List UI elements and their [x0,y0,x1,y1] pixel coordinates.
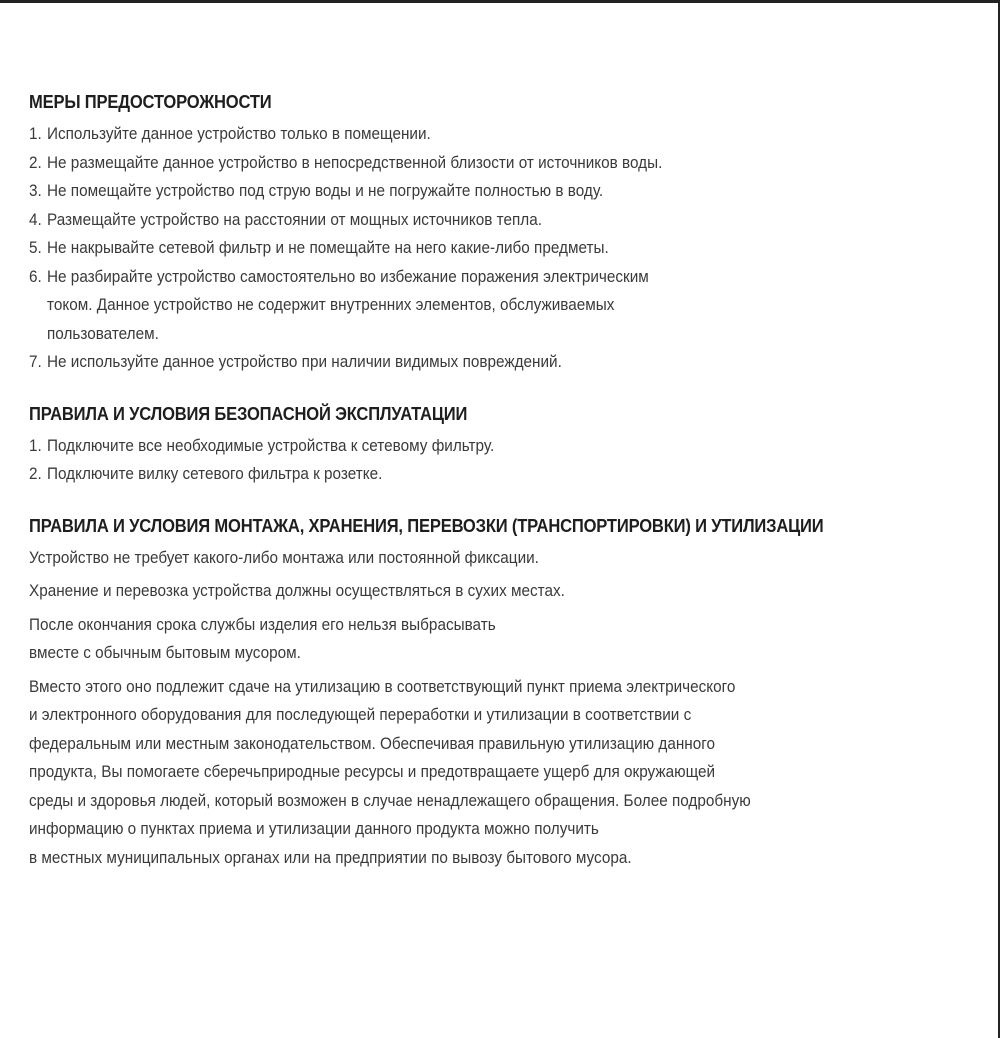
paragraph-line: продукта, Вы помогаете сберечьприродные ресурсы и предотвращаете ущерб для окружающей [29,762,716,781]
list-item [29,263,983,349]
item-text: Не используйте данное устройство при наличии видимых повреждений. [47,352,562,371]
item-text: Подключите вилку сетевого фильтра к розетке. [47,464,383,483]
paragraph-line: вместе с обычным бытовым мусором. [29,643,301,662]
storage-heading: ПРАВИЛА И УСЛОВИЯ МОНТАЖА, ХРАНЕНИЯ, ПЕРЕВОЗКИ (ТРАНСПОРТИРОВКИ) И УТИЛИЗАЦИИ [29,515,824,536]
list-item [29,177,983,206]
item-text: Не накрывайте сетевой фильтр и не помещайте на него какие-либо предметы. [47,238,609,257]
list-item [29,348,983,377]
paragraph-line: и электронного оборудования для последующей переработки и утилизации в соответствии с [29,705,692,724]
paragraph-line: среды и здоровья людей, который возможен в случае ненадлежащего обращения. Более подробную [29,790,751,810]
item-number: 2. [29,464,42,483]
storage-paragraph-mounting: Устройство не требует какого-либо монтажа или постоянной фиксации. [29,547,539,567]
item-number: 1. [29,124,42,143]
item-number: 5. [29,238,42,257]
item-text-line: пользователем. [47,323,159,343]
operation-list [29,432,979,489]
storage-paragraph-storage: Хранение и перевозка устройства должны осуществляться в сухих местах. [29,581,565,600]
precautions-heading: МЕРЫ ПРЕДОСТОРОЖНОСТИ [29,92,272,112]
item-number: 4. [29,209,42,229]
item-text: Размещайте устройство на расстоянии от мощных источников тепла. [47,209,542,229]
list-item [29,120,983,149]
storage-paragraph-disposal [29,611,965,668]
item-text: Не помещайте устройство под струю воды и не погружайте полностью в воду. [47,181,604,200]
document-body [29,88,979,872]
list-item [29,460,983,489]
item-text: Не размещайте данное устройство в непосредственной близости от источников воды. [47,152,663,172]
list-item [29,234,983,263]
list-item [29,149,983,178]
item-number: 7. [29,352,42,371]
paragraph-line: информацию о пунктах приема и утилизации данного продукта можно получить [29,819,599,838]
precautions-list [29,120,979,377]
paragraph-line: в местных муниципальных органах или на предприятии по вывозу бытового мусора. [29,847,632,867]
item-number: 2. [29,152,42,172]
paragraph-line: федеральным или местным законодательством. Обеспечивая правильную утилизацию данного [29,733,716,753]
item-text-line: Не разбирайте устройство самостоятельно во избежание поражения электрическим [47,266,649,286]
operation-heading: ПРАВИЛА И УСЛОВИЯ БЕЗОПАСНОЙ ЭКСПЛУАТАЦИИ [29,403,468,424]
storage-paragraph-recycling [29,673,965,873]
paragraph-line: После окончания срока службы изделия его нельзя выбрасывать [29,614,496,634]
frame-top-border [0,0,1000,3]
item-text-line: током. Данное устройство не содержит внутренних элементов, обслуживаемых [47,295,615,314]
paragraph-line: Вместо этого оно подлежит сдаче на утилизацию в соответствующий пункт приема электрического [29,676,736,696]
item-number: 1. [29,435,42,455]
item-text: Подключите все необходимые устройства к сетевому фильтру. [47,435,495,455]
list-item [29,432,983,461]
item-number: 6. [29,266,42,286]
item-text: Используйте данное устройство только в помещении. [47,124,431,143]
item-number: 3. [29,181,42,200]
list-item [29,206,983,235]
